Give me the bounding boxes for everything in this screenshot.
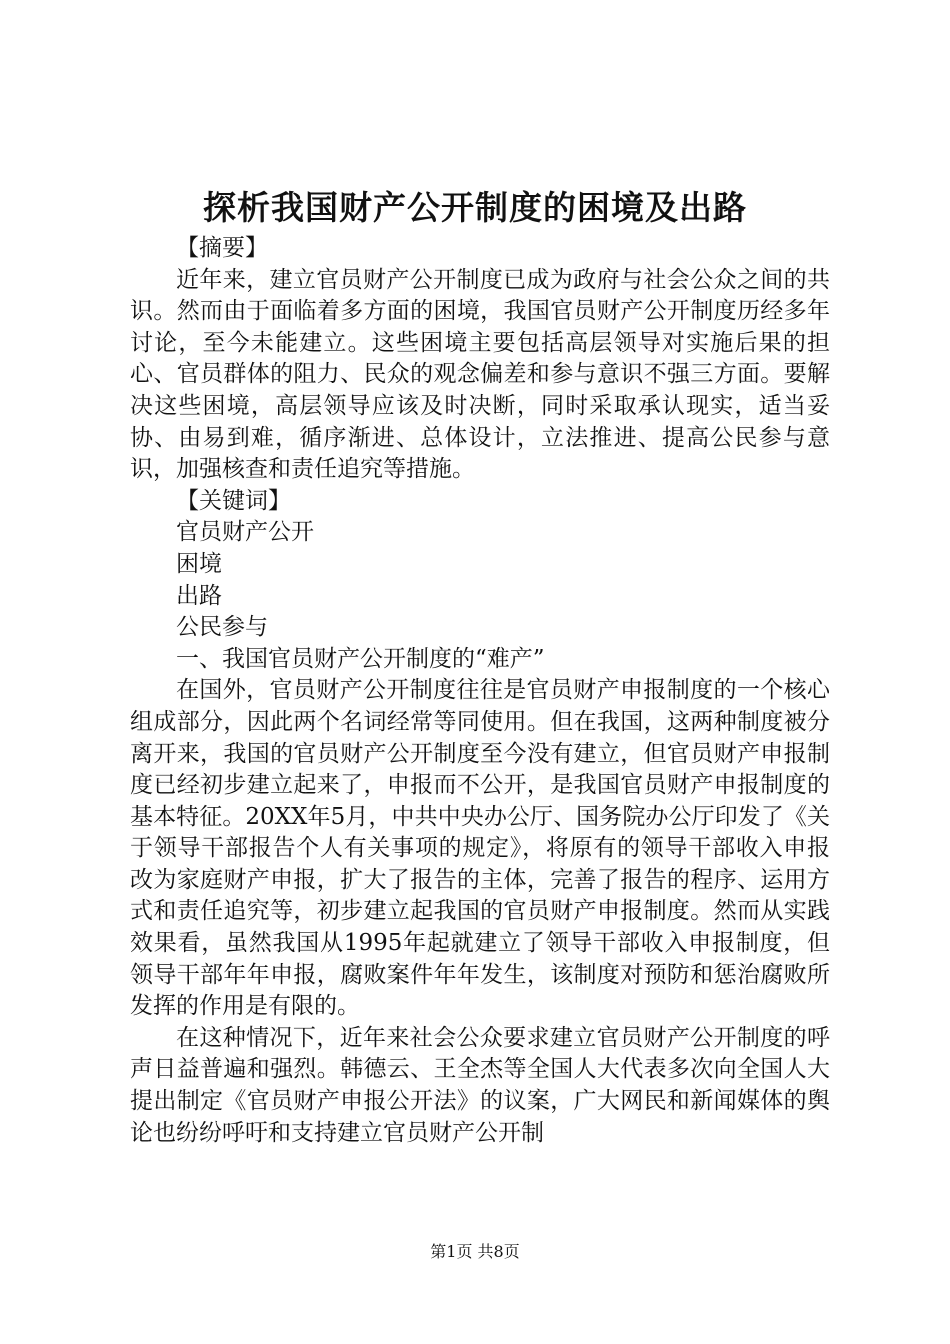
keyword-item: 困境	[176, 550, 222, 577]
keyword-item: 公民参与	[176, 614, 268, 641]
document-body	[130, 233, 830, 1149]
body-paragraph: 在国外，官员财产公开制度往往是官员财产申报制度的一个核心组成部分，因此两个名词经常等同使用。但在我国，这两种制度被分离开来，我国的官员财产公开制度至今没有建立，但官员财产申报制度已经初步建立起来了，申报而不公开，是我国官员财产申报制度的基本特征。20XX年5月，中共中央办公厅、国务院办公厅印发了《关于领导干部报告个人有关事项的规定》，将原有的领导干部收入申报改为家庭财产申报，扩大了报告的主体，完善了报告的程序、运用方式和责任追究等，初步建立起我国的官员财产申报制度。然而从实践效果看，虽然我国从1995年起就建立了领导干部收入申报制度，但领导干部年年申报，腐败案件年年发生，该制度对预防和惩治腐败所发挥的作用是有限的。	[130, 677, 830, 1020]
body-paragraph: 在这种情况下，近年来社会公众要求建立官员财产公开制度的呼声日益普遍和强烈。韩德云、王全杰等全国人大代表多次向全国人大提出制定《官员财产申报公开法》的议案，广大网民和新闻媒体的舆论也纷纷呼吁和支持建立官员财产公开制	[130, 1024, 830, 1146]
abstract-paragraph: 近年来，建立官员财产公开制度已成为政府与社会公众之间的共识。然而由于面临着多方面的困境，我国官员财产公开制度历经多年讨论，至今未能建立。这些困境主要包括高层领导对实施后果的担心、官员群体的阻力、民众的观念偏差和参与意识不强三方面。要解决这些困境，高层领导应该及时决断，同时采取承认现实，适当妥协、由易到难，循序渐进、总体设计，立法推进、提高公民参与意识，加强核查和责任追究等措施。	[130, 266, 830, 483]
keywords-heading: 【关键词】	[176, 487, 291, 514]
document-title: 探析我国财产公开制度的困境及出路	[203, 188, 747, 227]
keyword-item: 官员财产公开	[176, 519, 314, 546]
section-heading: 一、我国官员财产公开制度的“难产”	[176, 645, 545, 672]
keyword-item: 出路	[176, 582, 222, 609]
page-footer: 第1页 共8页	[430, 1242, 520, 1261]
abstract-heading: 【摘要】	[176, 235, 268, 261]
